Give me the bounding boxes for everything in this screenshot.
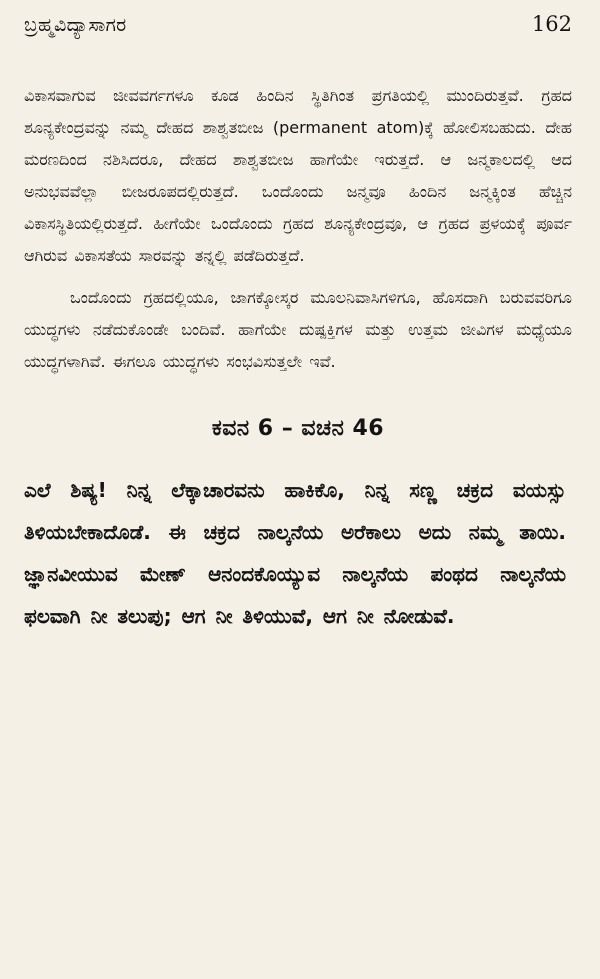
page-number: 162 <box>531 12 572 36</box>
verse-text: ಎಲೆ ಶಿಷ್ಯ! ನಿನ್ನ ಲೆಕ್ಕಾಚಾರವನು ಹಾಕಿಕೊ, ನಿನ್ನ ಸಣ್ಣ ಚಕ್ರದ ವಯಸ್ಸು ತಿಳಿಯಬೇಕಾದೊಡೆ. ಈ ಚಕ್ರದ ನಾಲ್ಕನೆಯ ಅರೆಕಾಲು ಅದು ನಮ್ಮ ತಾಯಿ. ಜ್ಞಾನವೀಯುವ ಮೇಣ್ ಆನಂದಕೊಯ್ಯುವ ನಾಲ್ಕನೆಯ ಪಂಥದ ನಾಲ್ಕನೆಯ ಫಲವಾಗಿ ನೀ ತಲುಪು; ಆಗ ನೀ ತಿಳಿಯುವೆ, ಆಗ ನೀ ನೋಡುವೆ. <box>24 478 566 628</box>
verse-block <box>24 469 572 637</box>
book-title: ಬ್ರಹ್ಮವಿದ್ಯಾಸಾಗರ <box>24 14 127 36</box>
verse-heading: ಕವನ 6 – ವಚನ 46 <box>211 416 385 441</box>
paragraph-1: ವಿಕಾಸವಾಗುವ ಜೀವವರ್ಗಗಳೂ ಕೂಡ ಹಿಂದಿನ ಸ್ಥಿತಿಗಿಂತ ಪ್ರಗತಿಯಲ್ಲಿ ಮುಂದಿರುತ್ತವೆ. ಗ್ರಹದ ಶೂನ್ಯಕೇಂದ್ರವನ್ನು ನಮ್ಮ ದೇಹದ ಶಾಶ್ವತಬೀಜ (permanent atom)ಕ್ಕೆ ಹೋಲಿಸಬಹುದು. ದೇಹ ಮರಣದಿಂದ ನಶಿಸಿದರೂ, ದೇಹದ ಶಾಶ್ವತಬೀಜ ಹಾಗೆಯೇ ಇರುತ್ತದೆ. ಆ ಜನ್ಮಕಾಲದಲ್ಲಿ ಆದ ಅನುಭವವೆಲ್ಲಾ ಬೀಜರೂಪದಲ್ಲಿರುತ್ತದೆ. ಒಂದೊಂದು ಜನ್ಮವೂ ಹಿಂದಿನ ಜನ್ಮಕ್ಕಿಂತ ಹೆಚ್ಚಿನ ವಿಕಾಸಸ್ಥಿತಿಯಲ್ಲಿರುತ್ತದೆ. ಹೀಗೆಯೇ ಒಂದೊಂದು ಗ್ರಹದ ಶೂನ್ಯಕೇಂದ್ರವೂ, ಆ ಗ್ರಹದ ಪ್ರಳಯಕ್ಕೆ ಪೂರ್ವ ಆಗಿರುವ ವಿಕಾಸತೆಯ ಸಾರವನ್ನು ತನ್ನಲ್ಲಿ ಪಡೆದಿರುತ್ತದೆ. <box>24 86 572 265</box>
running-header <box>24 12 572 46</box>
body-text <box>24 80 572 378</box>
paragraph-2: ಒಂದೊಂದು ಗ್ರಹದಲ್ಲಿಯೂ, ಜಾಗಕ್ಕೋಸ್ಕರ ಮೂಲನಿವಾಸಿಗಳಿಗೂ, ಹೊಸದಾಗಿ ಬರುವವರಿಗೂ ಯುದ್ಧಗಳು ನಡೆದುಕೊಂಡೇ ಬಂದಿವೆ. ಹಾಗೆಯೇ ದುಷ್ಪಕ್ತಿಗಳ ಮತ್ತು ಉತ್ತಮ ಜೀವಿಗಳ ಮಧ್ಯೆಯೂ ಯುದ್ಧಗಳಾಗಿವೆ. ಈಗಲೂ ಯುದ್ಧಗಳು ಸಂಭವಿಸುತ್ತಲೇ ಇವೆ. <box>24 288 572 371</box>
